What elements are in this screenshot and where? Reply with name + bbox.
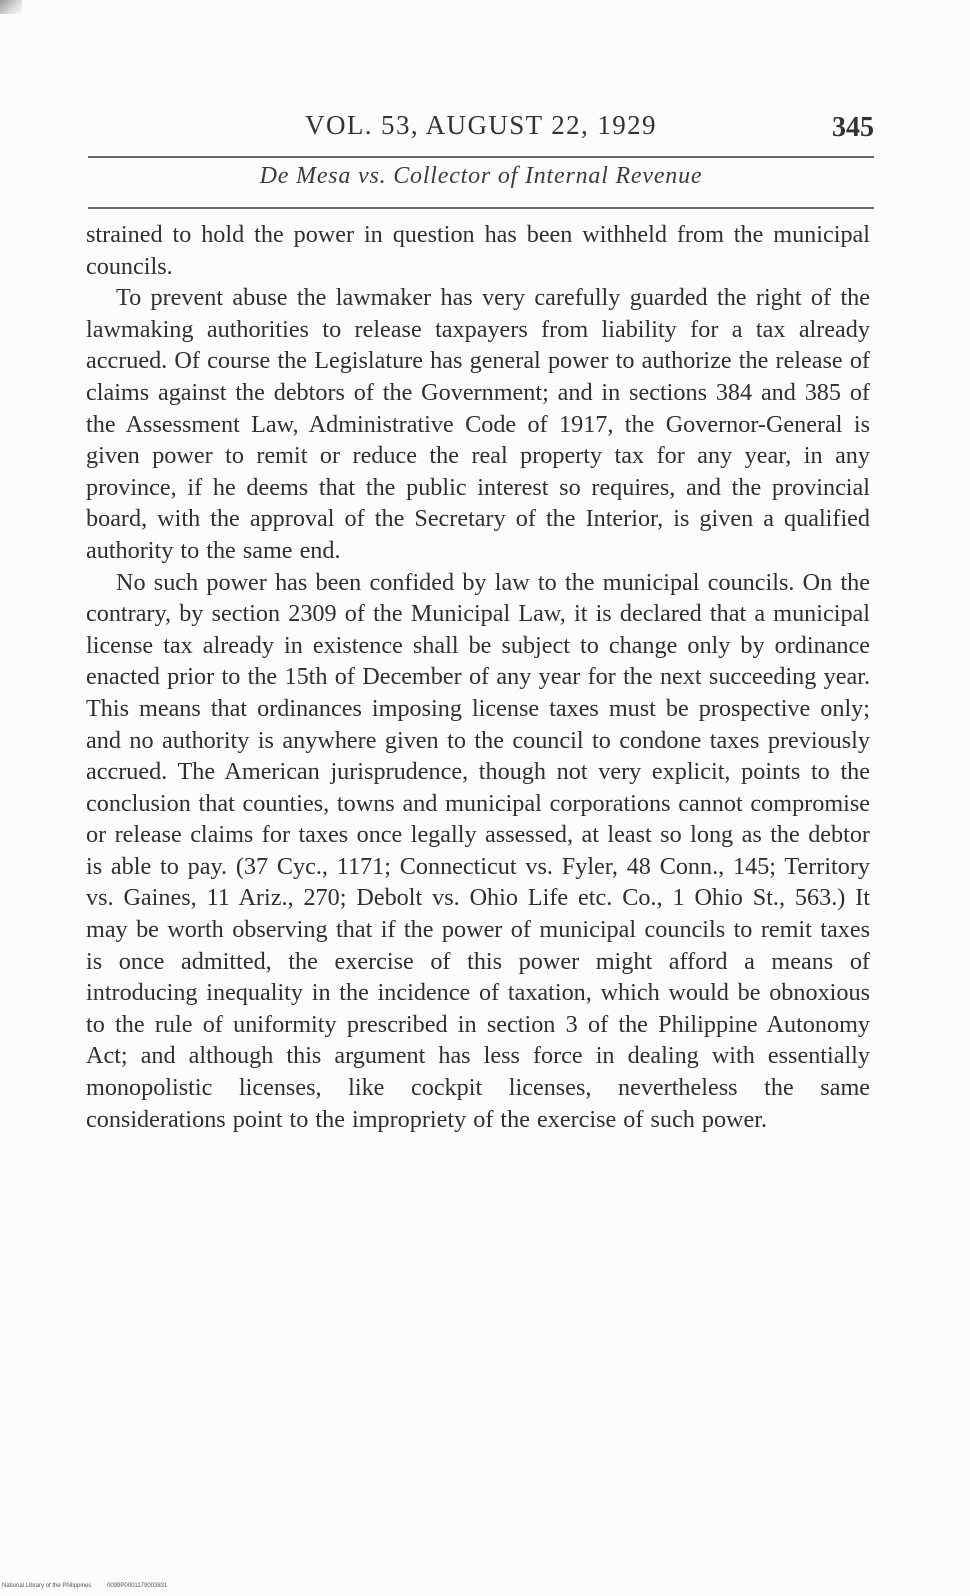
library-credit: National Library of the Philippines [2, 1583, 92, 1589]
header-rule-bottom [88, 207, 874, 209]
header-rule-top [88, 156, 874, 158]
scan-image-id: 0099P0001179003831 [107, 1583, 168, 1589]
running-head [88, 106, 874, 146]
volume-date-heading: VOL. 53, AUGUST 22, 1929 [305, 110, 657, 140]
page-number: 345 [832, 112, 874, 143]
paragraph: To prevent abuse the lawmaker has very carefully guarded the right of the lawmaking authorities to release taxpayers from liability for a tax already accrued. Of course the Legislature has general power to authorize the release of claims against the debtors of the Government; and in sections 384 and 385 of the Assessment Law, Administrative Code of 1917, the Governor-General is given power to remit or reduce the real property tax for any year, in any province, if he deems that the public interest so requires, and the provincial board, with the approval of the Secretary of the Interior, is given a qualified authority to the same end. [86, 284, 870, 564]
paragraph: strained to hold the power in question has been withheld from the municipal councils. [86, 221, 870, 280]
scan-footer [2, 1583, 167, 1589]
body-text [86, 219, 870, 1135]
case-title: De Mesa vs. Collector of Internal Revenue [259, 163, 703, 189]
scan-corner-shadow [0, 0, 22, 14]
paragraph: No such power has been confided by law to the municipal councils. On the contrary, by section 2309 of the Municipal Law, it is declared that a municipal license tax already in existence shall be subject to change only by ordinance enacted prior to the 15th of December of any year for the next succeeding year. This means that ordinances imposing license taxes must be prospective only; and no authority is anywhere given to the council to condone taxes previously accrued. The American jurisprudence, though not very explicit, points to the conclusion that counties, towns and municipal corporations cannot compromise or release claims for taxes once legally assessed, at least so long as the debtor is able to pay. (37 Cyc., 1171; Connecticut vs. Fyler, 48 Conn., 145; Territory vs. Gaines, 11 Ariz., 270; Debolt vs. Ohio Life etc. Co., 1 Ohio St., 563.) It may be worth observing that if the power of municipal councils to remit taxes is once admitted, the exercise of this power might afford a means of introducing inequality in the incidence of taxation, which would be obnoxious to the rule of uniformity prescribed in section 3 of the Philippine Autonomy Act; and although this argument has less force in dealing with essentially monopolistic licenses, like cockpit licenses, nevertheless the same considerations point to the impropriety of the exercise of such power. [86, 568, 870, 1133]
